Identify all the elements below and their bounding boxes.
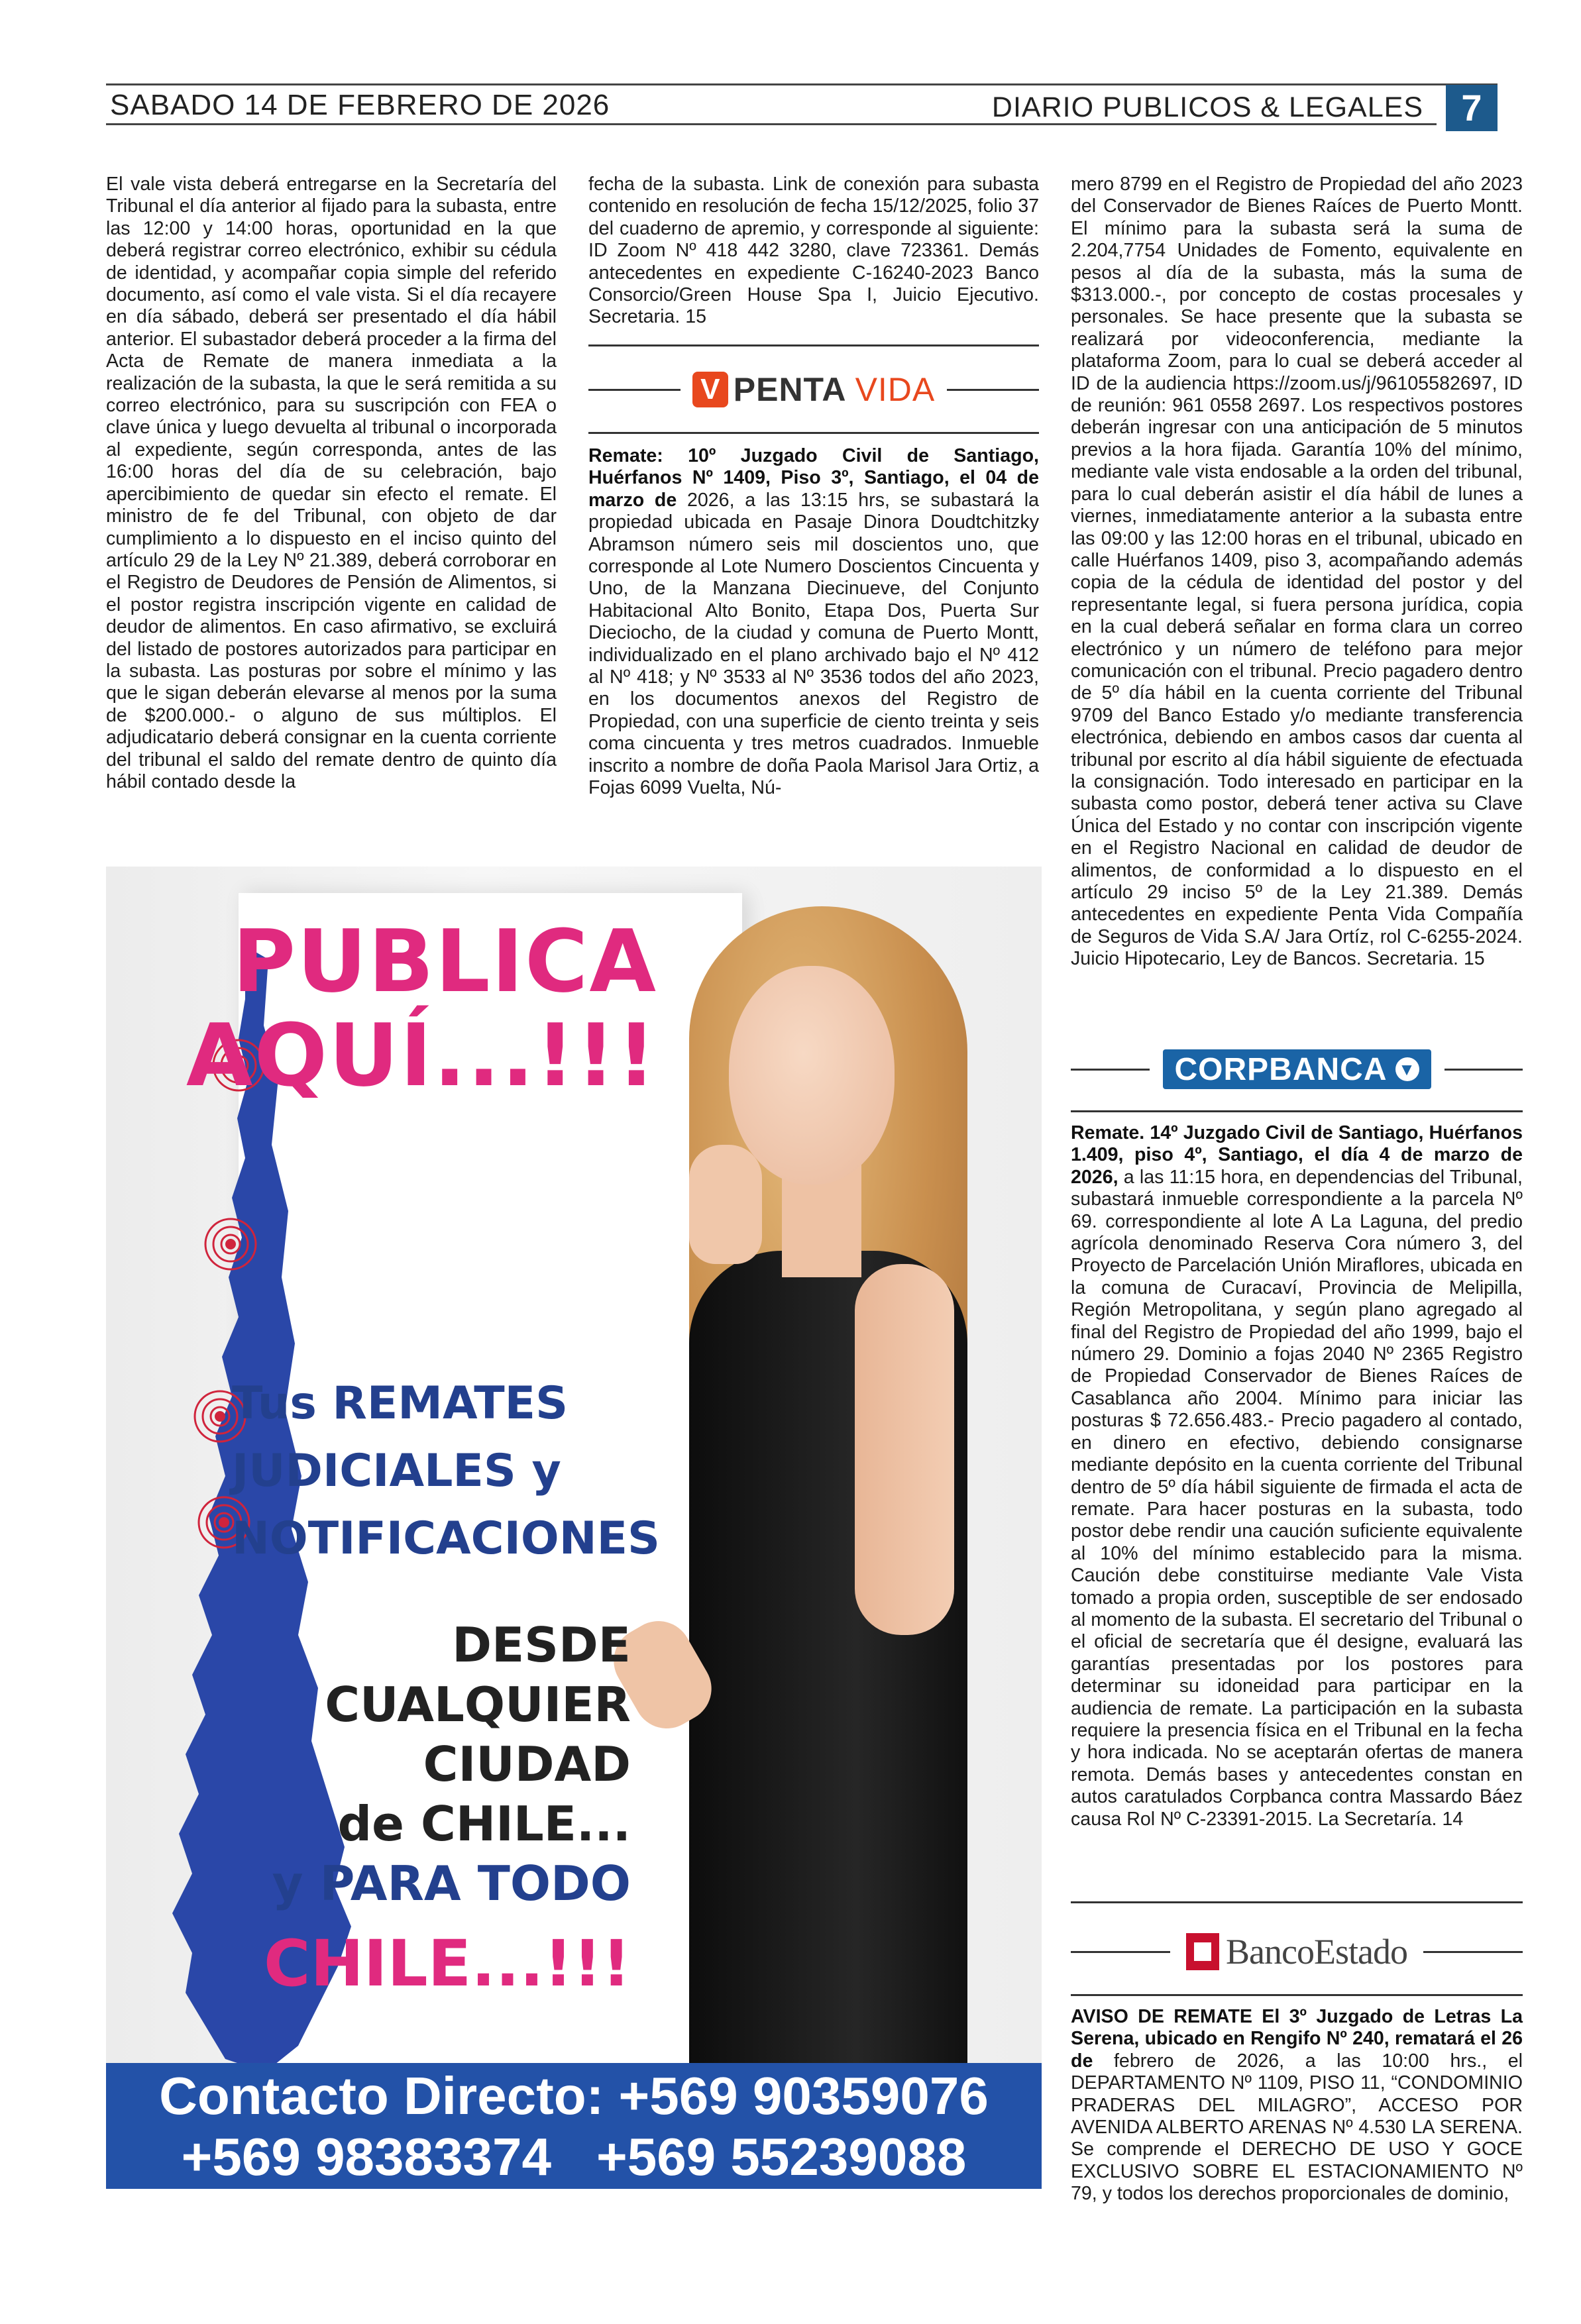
column-3 [1071, 174, 1523, 971]
publica-aqui-advertisement [106, 867, 1042, 2189]
phone-number: +569 98383374 [181, 2127, 551, 2186]
bancoestado-notice [1071, 2006, 1523, 2205]
notice-heading: Remate. 14º Juzgado Civil de Santiago, Huérfanos 1.409, piso 4º, Santiago, el día 4 de marzo de 2026, [1071, 1122, 1523, 1188]
notice-heading: AVISO DE REMATE El 3º Juzgado de Letras La Serena, ubicado en Rengifo Nº 240, rematará el 26 de [1071, 2006, 1523, 2072]
pentavida-logo-row [588, 363, 1039, 416]
header-rule-bottom [106, 123, 1437, 125]
ad-contact-bar [106, 2063, 1042, 2189]
chevron-down-icon: ▼ [1395, 1057, 1419, 1081]
header-rule-top [106, 83, 1498, 85]
separator-line [588, 432, 1039, 434]
bancoestado-logo-text: BancoEstado [1226, 1932, 1407, 1972]
pentavida-logo-text: PENTA VIDA [733, 371, 936, 408]
publication-name: DIARIO PUBLICOS & LEGALES [991, 91, 1423, 123]
model-arm [855, 1264, 954, 1635]
page-header [106, 79, 1498, 132]
ad-chile-text: CHILE...!!! [263, 1927, 631, 2001]
separator-line [1071, 1994, 1523, 1996]
column-1 [106, 174, 557, 793]
phone-number: +569 55239088 [596, 2127, 967, 2186]
ad-tagline: DESDE CUALQUIER CIUDAD de CHILE... y PARA TODO [272, 1617, 631, 1911]
corpbanca-logo-row [1071, 1043, 1523, 1096]
model-hand [689, 1145, 762, 1264]
separator-line [588, 344, 1039, 346]
notice-body: 2026, a las 13:15 hrs, se subastará la propiedad ubicada en Pasaje Dinora Doudtchitzky Abramson número seis mil doscientos uno, que corresponde al Lote Numero Doscientos Cincuenta y Uno, de la Manzana Diecinueve, del Conjunto Habitacional Alto Bonito, Etapa Dos, Puerta Sur Dieciocho, de la ciudad y comuna de Puerto Montt, individualizado en el plano archivado bajo el Nº 412 al Nº 418; y Nº 3533 al Nº 3536 todos del año 2023, en los documentos anexos del Registro de Propiedad, con una superficie de ciento treinta y seis coma cincuenta y tres metros cuadrados. Inmueble inscrito a nombre de doña Paola Marisol Jara Ortiz, a Fojas 6099 Vuelta, Nú- [588, 489, 1040, 799]
contact-line: Contacto Directo: +569 90359076 [159, 2066, 989, 2125]
notice-heading: Remate: 10º Juzgado Civil de Santiago, Huérfanos Nº 1409, Piso 3º, Santiago, el 04 de marzo de [588, 445, 1039, 511]
page-number: 7 [1446, 85, 1498, 131]
issue-date: SABADO 14 DE FEBRERO DE 2026 [110, 89, 610, 121]
notice-continuation: mero 8799 en el Registro de Propiedad del año 2023 del Conservador de Bienes Raíces de Puerto Montt. El mínimo para la subasta será la suma de 2.204,7754 Unidades de Fomento, equivalente en pesos al día de la subasta, más la suma de $313.000.-, por concepto de costas procesales y personales. Se hace presente que la subasta se realizará por videoconferencia, mediante la plataforma Zoom, para lo cual se deberá acceder al ID de la audiencia https://zoom.us/j/96105582697, ID de reunión: 961 0558 2697. Los respectivos postores deberán ingresar con una anticipación de 5 minutos previos a la hora fijada. Garantía 10% del mínimo, mediante vale vista endosable a la orden del tribunal, para lo cual deberán asistir el día hábil de lunes a viernes, inmediatamente anterior a la subasta entre las 09:00 y las 12:00 horas en el tribunal, ubicado en calle Huérfanos 1409, piso 3, acompañando además copia de la cédula de identidad del postor y del representante legal, si fuera persona jurídica, copia en la cual deberá señalar en forma clara un correo electrónico y un número de teléfono para mejor comunicación con el tribunal. Precio pagadero dentro de 5º día hábil en la cuenta corriente del Tribunal 9709 del Banco Estado y/o mediante transferencia electrónica, debiendo en ambos casos dar cuenta al tribunal por escrito al día hábil siguiente de efectuada la consignación. Todo interesado en participar en la subasta como postor, deberá tener activa su Clave Única del Estado y no contar con inscripción vigente en el Registro Nacional en calidad de deudor de alimentos, de conformidad a lo dispuesto en el artículo 29 inciso 5º de la Ley 21.389. Demás antecedentes en expediente Penta Vida Compañía de Seguros de Vida S.A/ Jara Ortíz, rol C-6255-2024. Juicio Hipotecario, Ley de Bancos. Secretaria. 15 [1071, 174, 1523, 970]
bancoestado-logo-icon [1186, 1933, 1219, 1970]
corpbanca-logo: CORPBANCA ▼ [1163, 1049, 1431, 1089]
column-2 [588, 174, 1039, 329]
notice-body: a las 11:15 hora, en dependencias del Tribunal, subastará inmueble correspondiente a la parcela Nº 69. correspondiente al lote A La Laguna, del predio agrícola denominado Reserva Cora número 3, del Proyecto de Parcelación Unión Miraflores, ubicada en la comuna de Curacaví, Provincia de Melipilla, Región Metropolitana, y según plano agregado al final del Registro de Propiedad del año 1999, bajo el número 29. Dominio a fojas 2040 Nº 2365 Registro de Propiedad Conservador de Bienes Raíces de Casablanca año 2004. Mínimo para iniciar las posturas $ 72.656.483.- Precio pagadero al contado, en dinero en efectivo, debiendo consignarse mediante depósito en la cuenta corriente del Tribunal dentro de 5º día hábil siguiente de firmada el acta de remate. Para hacer posturas en la subasta, todo postor debe rendir una caución suficiente equivalente al 10% del mínimo establecido para la misma. Caución debe constituirse mediante Vale Vista tomado a propia orden, susceptible de ser endosado al momento de la subasta. El secretario del Tribunal o el oficial de secretaría que él designe, evaluará las garantías presentadas por los postores para determinar su idoneidad para participar en la audiencia de remate. La participación en la subasta requiere la presencia física en el Tribunal en la fecha y hora indicada. No se aceptarán ofertas de manera remota. Demás bases y antecedentes constan en autos caratulados Corpbanca contra Massardo Báez causa Rol Nº C-23391-2015. La Secretaría. 14 [1071, 1166, 1523, 1830]
notice-body: febrero de 2026, a las 10:00 hrs., el DEPARTAMENTO Nº 1109, PISO 11, “CONDOMINIO PRADERAS DEL MILAGRO”, ACCESO POR AVENIDA ALBERTO ARENAS Nº 4.530 LA SERENA. Se comprende el DERECHO DE USO Y GOCE EXCLUSIVO SOBRE EL ESTACIONAMIENTO Nº 79, y todos los derechos proporcionales de dominio, [1071, 2050, 1523, 2205]
model-face [729, 966, 895, 1185]
pentavida-notice [588, 445, 1039, 800]
ad-subheadline: Tus REMATES JUDICIALES y NOTIFICACIONES [232, 1377, 661, 1565]
notice-continuation: fecha de la subasta. Link de conexión para subasta contenido en resolución de fecha 15/12/2025, folio 37 del cuaderno de apremio, y corresponde al siguiente: ID Zoom Nº 418 442 3280, clave 723361. Demás antecedentes en expediente C-16240-2023 Banco Consorcio/Green House Spa I, Juicio Ejecutivo. Secretaria. 15 [588, 174, 1039, 328]
bancoestado-logo-row [1071, 1925, 1523, 1978]
separator-line [1071, 1110, 1523, 1112]
notice-continuation: El vale vista deberá entregarse en la Secretaría del Tribunal el día anterior al fijado para la subasta, entre las 12:00 y 14:00 horas, oportunidad en la que deberá registrar correo electrónico, exhibir su cédula de identidad, y acompañar copia simple del referido documento, así como el vale vista. Si el día recayere en día sábado, deberá ser presentado el día hábil anterior. El subastador deberá proceder a la firma del Acta de Remate de manera inmediata a la realización de la subasta, la que le será remitida a su correo electrónico, para su suscripción con FEA o clave única y luego devuelta al tribunal o incorporada al expediente, según corresponda, antes de las 16:00 horas del día de su celebración, bajo apercibimiento de quedar sin efecto el remate. El ministro de fe del Tribunal, con objeto de dar cumplimiento a lo dispuesto en el inciso quinto del artículo 29 de la Ley Nº 21.389, deberá corroborar en el Registro de Deudores de Pensión de Alimentos, si el postor registra inscripción vigente en calidad de deudor de alimentos. En caso afirmativo, se excluirá del listado de postores autorizados para participar en la subasta. Las posturas por sobre el mínimo y las que le sigan deberán elevarse al menos por la suma de $200.000.- o alguno de sus múltiplos. El adjudicatario deberá consignar en la cuenta corriente del tribunal el saldo del remate dentro de quinto día hábil contado desde la [106, 174, 557, 792]
separator-line [1071, 1901, 1523, 1903]
pentavida-logo-icon: V [692, 372, 728, 407]
ad-headline: PUBLICA AQUÍ...!!! [186, 911, 657, 1106]
corpbanca-notice [1071, 1122, 1523, 1830]
